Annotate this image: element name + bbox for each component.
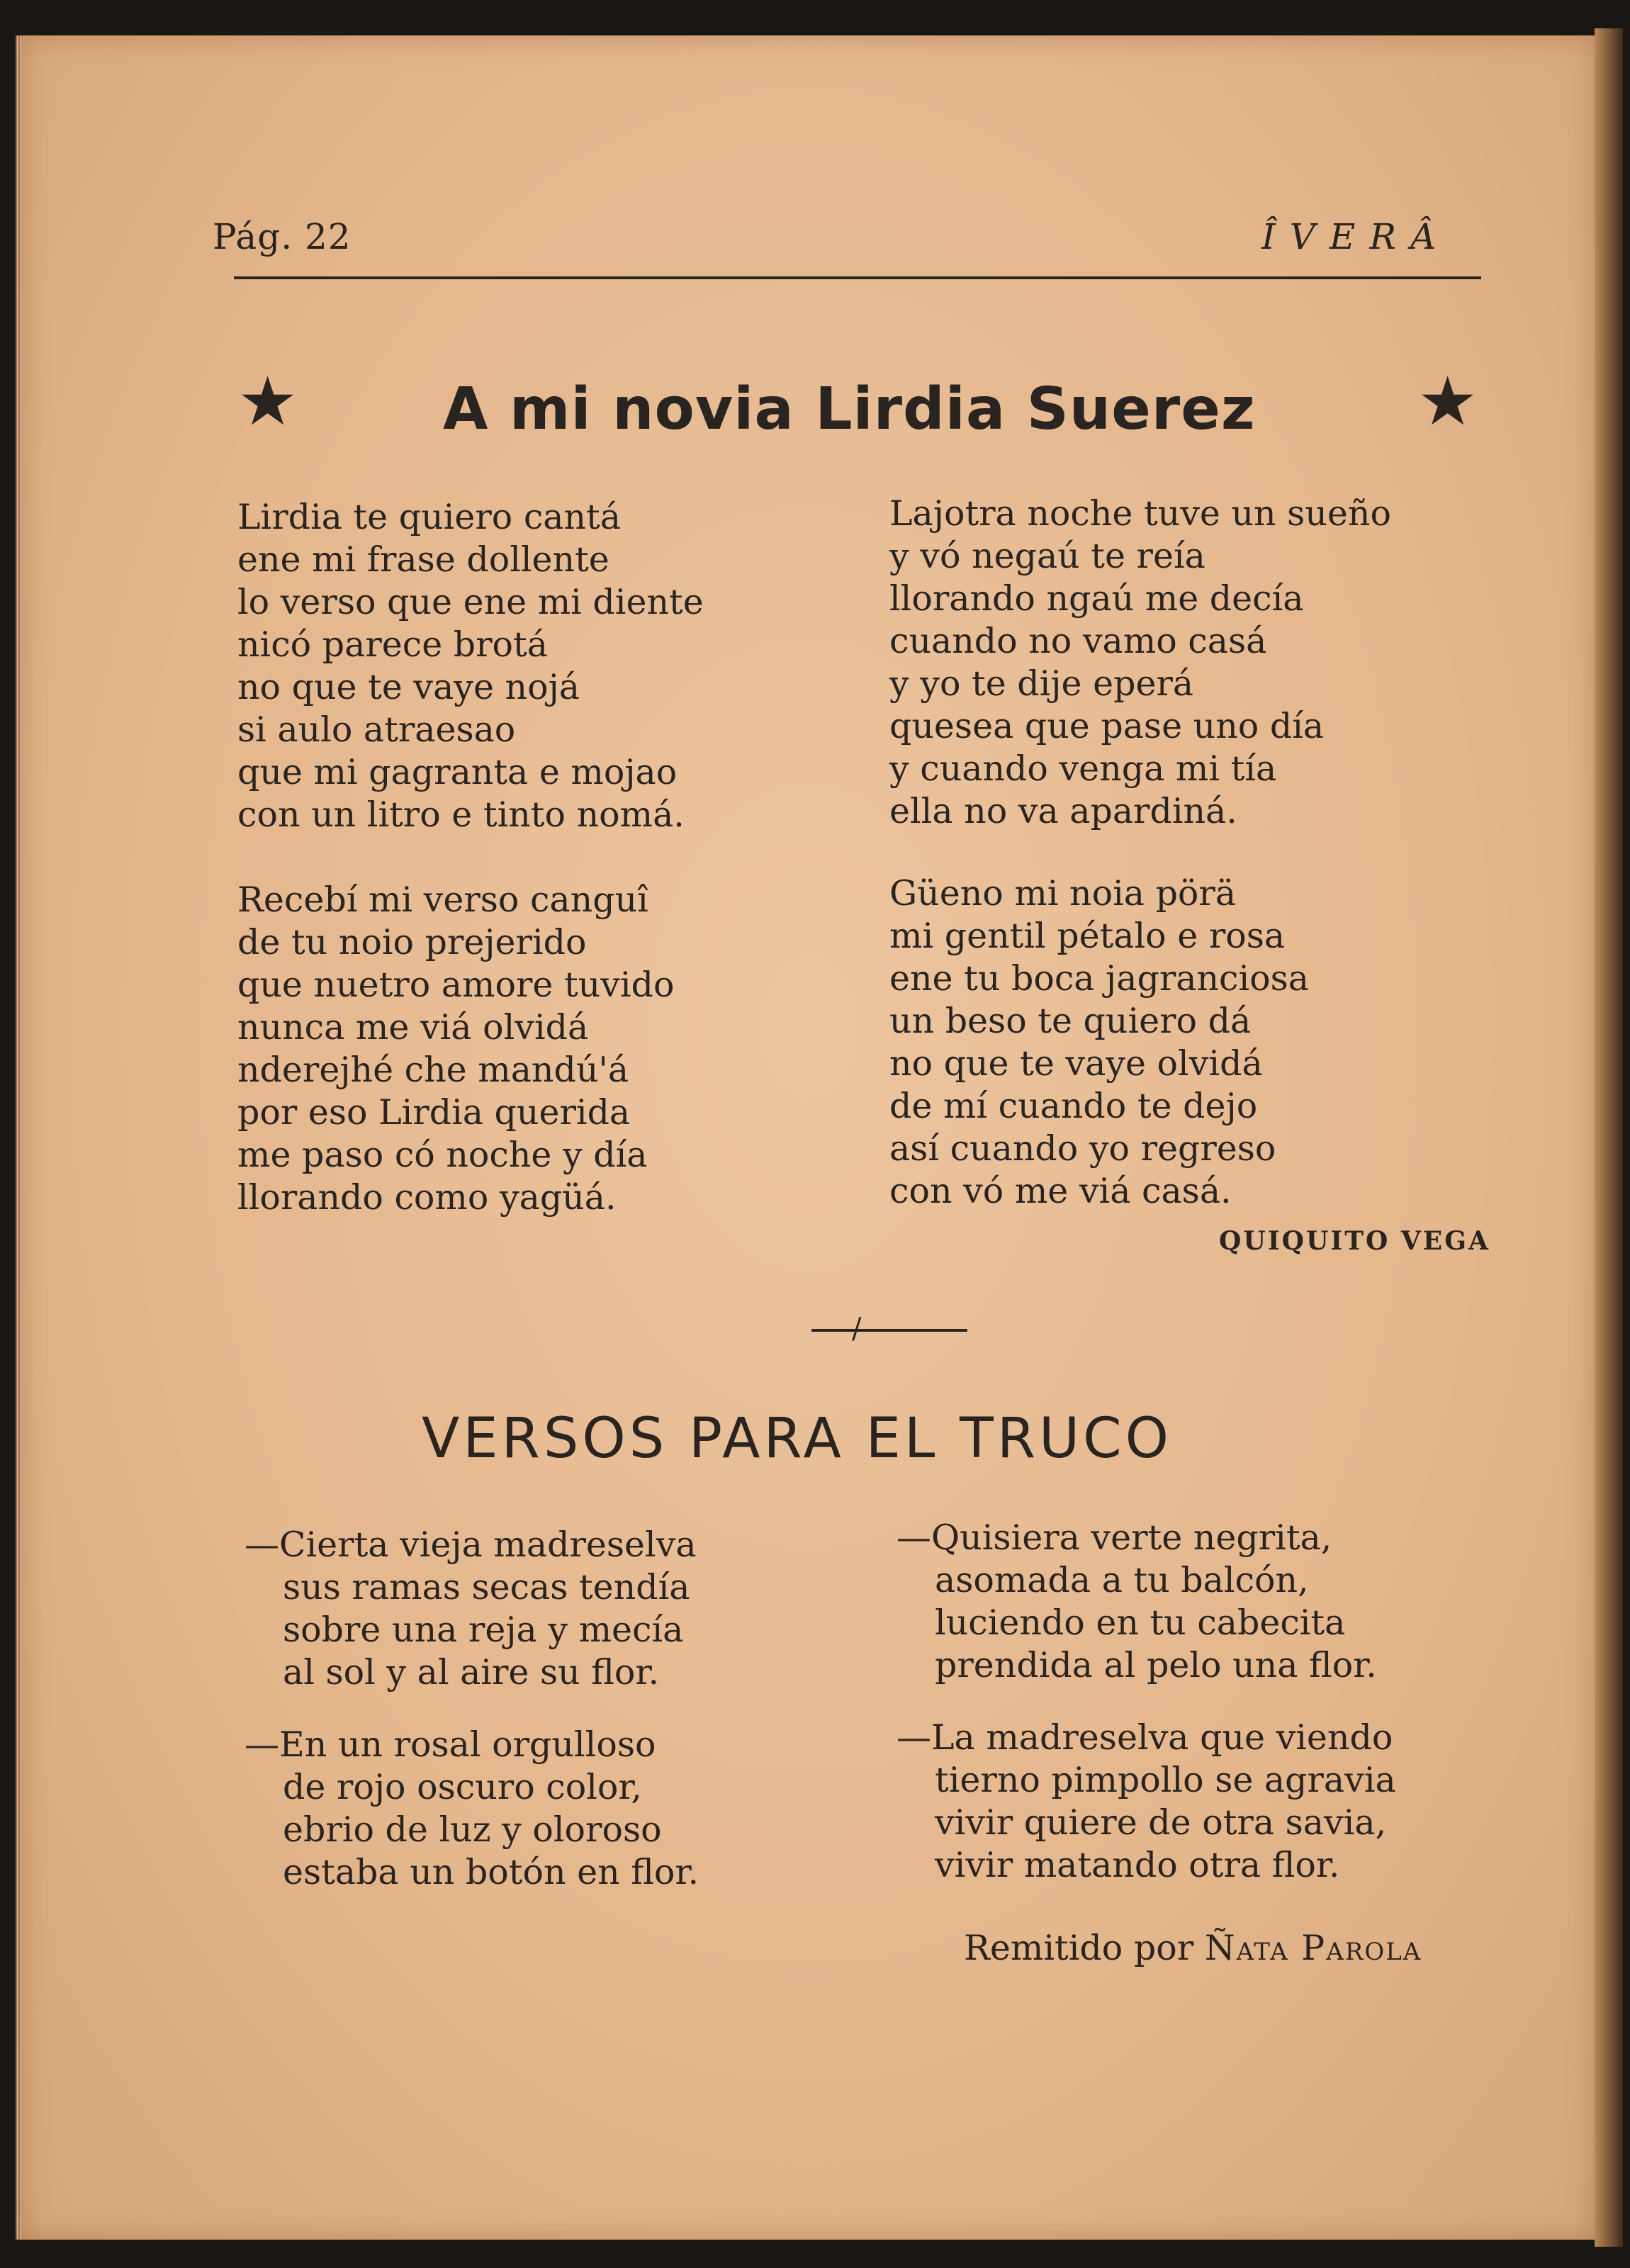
verse-line: que nuetro amore tuvido: [237, 965, 675, 1005]
verse-line: prendida al pelo una flor.: [935, 1645, 1377, 1685]
verse-line: Lirdia te quiero cantá: [237, 497, 621, 537]
verse-line: al sol y al aire su flor.: [283, 1652, 660, 1692]
verse-line: me paso có noche y día: [237, 1135, 648, 1175]
verse-line: estaba un botón en flor.: [283, 1852, 699, 1892]
poem-title: A mi novia Lirdia Suerez: [443, 376, 1256, 443]
stanza: [244, 1524, 699, 1694]
divider-slash: /: [852, 1313, 862, 1345]
stanza: [896, 1517, 1396, 1687]
verse-line: si aulo atraesao: [237, 709, 516, 750]
verse-line: cuando no vamo casá: [889, 621, 1267, 661]
verse-line: Recebí mi verso canguî: [237, 880, 648, 920]
header-rule: [234, 276, 1481, 279]
stanza: [889, 493, 1391, 833]
stanza: [889, 872, 1391, 1213]
verse-line: tierno pimpollo se agravia: [935, 1760, 1396, 1800]
verse-line: nderejhé che mandú'á: [237, 1050, 629, 1090]
poem-left-column: [237, 496, 704, 1262]
verse-line: llorando como yagüá.: [237, 1177, 617, 1218]
verse-line: —La madreselva que viendo: [896, 1717, 1393, 1758]
verse-line: vivir quiere de otra savia,: [935, 1802, 1387, 1843]
verse-line: luciendo en tu cabecita: [935, 1602, 1346, 1643]
verse-line: de tu noio prejerido: [237, 922, 587, 962]
verse-line: —Quisiera verte negrita,: [896, 1517, 1332, 1558]
verses-left-column: [244, 1524, 699, 1924]
verse-line: con un litro e tinto nomá.: [237, 795, 685, 835]
verse-line: mi gentil pétalo e rosa: [889, 916, 1286, 956]
verse-line: Güeno mi noia pörä: [889, 873, 1237, 914]
section-divider: [811, 1329, 967, 1332]
remitted-by-credit: [964, 1928, 1422, 1968]
verse-line: no que te vaye olvidá: [889, 1043, 1263, 1084]
poem-right-column: [889, 493, 1391, 1255]
verse-line: que mi gagranta e mojao: [237, 752, 678, 792]
stanza: [237, 496, 704, 836]
verse-line: un beso te quiero dá: [889, 1001, 1252, 1041]
verse-line: ene tu boca jagranciosa: [889, 958, 1309, 999]
verse-line: sus ramas secas tendía: [283, 1567, 690, 1607]
star-icon: ★: [1417, 363, 1478, 441]
verse-line: lo verso que ene mi diente: [237, 582, 704, 622]
verse-line: llorando ngaú me decía: [889, 578, 1304, 619]
verse-line: quesea que pase uno día: [889, 706, 1325, 746]
verse-line: sobre una reja y mecía: [283, 1610, 684, 1650]
verse-line: ella no va apardiná.: [889, 791, 1237, 831]
verse-line: y cuando venga mi tía: [889, 748, 1277, 789]
stanza: [237, 879, 704, 1219]
section-title: VERSOS PARA EL TRUCO: [422, 1407, 1172, 1471]
verse-line: —Cierta vieja madreselva: [244, 1525, 697, 1565]
magazine-title: ÎVERÂ: [1261, 216, 1451, 257]
page-fore-edge: [1595, 28, 1623, 2247]
verse-line: ene mi frase dollente: [237, 539, 609, 580]
star-icon: ★: [237, 363, 298, 441]
verse-line: nicó parece brotá: [237, 624, 548, 665]
credit-prefix: Remitido por: [964, 1928, 1194, 1968]
verse-line: no que te vaye nojá: [237, 667, 580, 707]
verse-line: nunca me viá olvidá: [237, 1007, 589, 1048]
verse-line: por eso Lirdia querida: [237, 1092, 631, 1133]
verse-line: de mí cuando te dejo: [889, 1086, 1258, 1126]
verses-right-column: [896, 1517, 1396, 1916]
verse-line: y vó negaú te reía: [889, 536, 1205, 576]
page-number: Pág. 22: [213, 216, 352, 257]
verse-line: vivir matando otra flor.: [935, 1845, 1340, 1885]
verse-line: Lajotra noche tuve un sueño: [889, 493, 1391, 534]
verse-line: con vó me viá casá.: [889, 1171, 1232, 1211]
verse-line: ebrio de luz y oloroso: [283, 1809, 662, 1850]
verse-line: —En un rosal orgulloso: [244, 1724, 656, 1765]
poem-author: QUIQUITO VEGA: [1219, 1226, 1490, 1256]
verse-line: asomada a tu balcón,: [935, 1560, 1309, 1600]
stanza: [896, 1717, 1396, 1887]
verse-line: así cuando yo regreso: [889, 1128, 1276, 1169]
credit-name: Ñata Parola: [1204, 1928, 1422, 1968]
stanza: [244, 1724, 699, 1894]
verse-line: y yo te dije eperá: [889, 663, 1194, 704]
verse-line: de rojo oscuro color,: [283, 1767, 643, 1807]
